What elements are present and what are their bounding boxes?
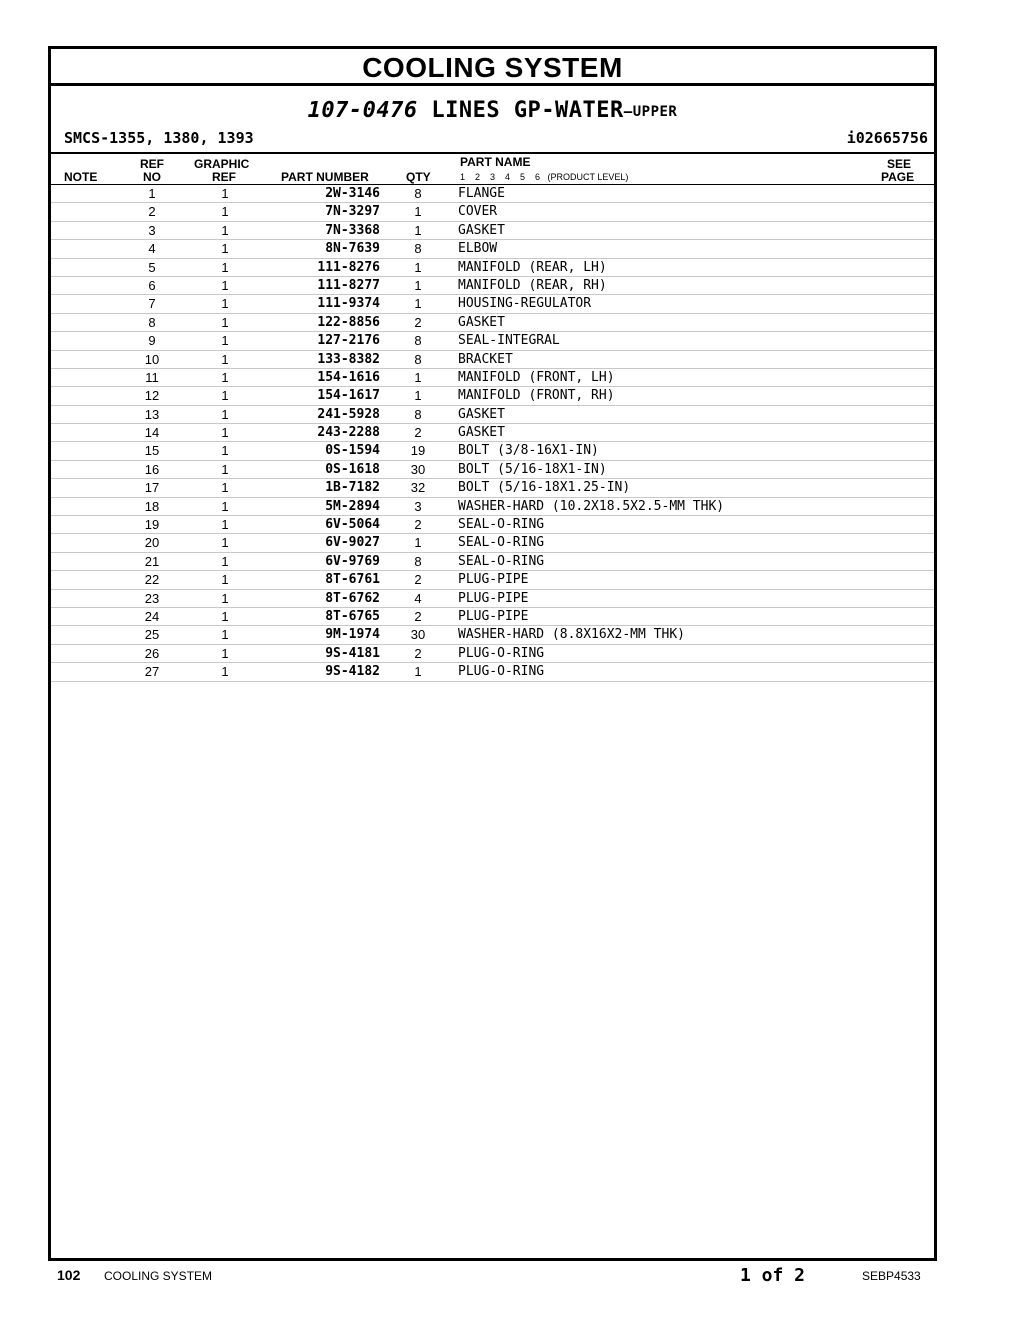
part-number-cell: 8T-6761: [325, 572, 380, 588]
table-row: [51, 479, 934, 497]
header-product-levels: 1 2 3 4 5 6 (PRODUCT LEVEL): [460, 172, 629, 182]
table-row: [51, 442, 934, 460]
ref-no-cell: 8: [148, 314, 156, 330]
qty-cell: 1: [414, 388, 422, 404]
part-number-cell: 122-8856: [317, 314, 380, 330]
qty-cell: 1: [414, 296, 422, 312]
ref-no-cell: 1: [148, 186, 156, 201]
part-name-cell: BRACKET: [458, 351, 513, 367]
graphic-ref-cell: 1: [221, 443, 229, 459]
ref-no-cell: 21: [144, 553, 160, 569]
part-name-cell: SEAL-O-RING: [458, 517, 545, 533]
part-number-cell: 6V-9027: [325, 535, 380, 551]
part-name-cell: PLUG-O-RING: [458, 664, 545, 680]
ref-no-cell: 15: [144, 443, 160, 459]
part-number-cell: 241-5928: [317, 406, 380, 422]
part-number-cell: 1B-7182: [325, 480, 380, 496]
graphic-ref-cell: 1: [221, 517, 229, 533]
graphic-ref-cell: 1: [221, 553, 229, 569]
part-name-cell: MANIFOLD (FRONT, LH): [458, 369, 615, 385]
qty-cell: 8: [414, 333, 422, 349]
part-name-cell: GASKET: [458, 406, 505, 422]
table-row: [51, 608, 934, 626]
qty-cell: 1: [414, 369, 422, 385]
qty-cell: 30: [410, 627, 426, 643]
graphic-ref-cell: 1: [221, 259, 229, 275]
graphic-ref-cell: 1: [221, 608, 229, 624]
table-row: [51, 314, 934, 332]
graphic-ref-cell: 1: [221, 572, 229, 588]
part-number-cell: 9S-4182: [325, 664, 380, 680]
qty-cell: 30: [410, 461, 426, 477]
table-row: [51, 222, 934, 240]
parts-page-frame: [48, 46, 937, 1261]
table-row: [51, 424, 934, 442]
table-row: [51, 461, 934, 479]
part-name-cell: SEAL-INTEGRAL: [458, 333, 560, 349]
graphic-ref-cell: 1: [221, 204, 229, 220]
qty-cell: 32: [410, 480, 426, 496]
header-see-2: PAGE: [881, 170, 915, 184]
part-name-cell: MANIFOLD (FRONT, RH): [458, 388, 615, 404]
graphic-ref-cell: 1: [221, 241, 229, 257]
header-graphic-2: REF: [212, 170, 236, 184]
part-number-cell: 127-2176: [317, 333, 380, 349]
qty-cell: 2: [414, 645, 422, 661]
qty-cell: 2: [414, 314, 422, 330]
header-part-number: PART NUMBER: [281, 170, 369, 184]
graphic-ref-cell: 1: [221, 333, 229, 349]
part-number-cell: 2W-3146: [325, 186, 380, 201]
table-row: [51, 663, 934, 681]
qty-cell: 8: [414, 186, 422, 201]
qty-cell: 2: [414, 425, 422, 441]
table-row: [51, 332, 934, 350]
part-name-cell: PLUG-PIPE: [458, 572, 529, 588]
table-row: [51, 185, 934, 203]
part-number-cell: 243-2288: [317, 425, 380, 441]
qty-cell: 2: [414, 608, 422, 624]
part-name-cell: PLUG-O-RING: [458, 645, 545, 661]
graphic-ref-cell: 1: [221, 222, 229, 238]
ref-no-cell: 27: [144, 664, 160, 680]
table-row: [51, 626, 934, 644]
ref-no-cell: 18: [144, 498, 160, 514]
part-number-cell: 0S-1594: [325, 443, 380, 459]
parts-list: [51, 185, 934, 682]
part-number-cell: 0S-1618: [325, 461, 380, 477]
part-name-cell: GASKET: [458, 314, 505, 330]
ref-no-cell: 14: [144, 425, 160, 441]
table-row: [51, 259, 934, 277]
part-name-cell: BOLT (5/16-18X1-IN): [458, 461, 607, 477]
part-number-cell: 154-1617: [317, 388, 380, 404]
ref-no-cell: 25: [144, 627, 160, 643]
table-row: [51, 387, 934, 405]
part-name-cell: FLANGE: [458, 186, 505, 201]
group-title: [51, 96, 934, 126]
graphic-ref-cell: 1: [221, 480, 229, 496]
table-row: [51, 351, 934, 369]
graphic-ref-cell: 1: [221, 535, 229, 551]
ref-no-cell: 4: [148, 241, 156, 257]
part-name-cell: PLUG-PIPE: [458, 608, 529, 624]
graphic-ref-cell: 1: [221, 664, 229, 680]
part-name-cell: MANIFOLD (REAR, LH): [458, 259, 607, 275]
qty-cell: 1: [414, 259, 422, 275]
qty-cell: 1: [414, 535, 422, 551]
part-number-cell: 133-8382: [317, 351, 380, 367]
qty-cell: 8: [414, 553, 422, 569]
graphic-ref-cell: 1: [221, 186, 229, 201]
part-number-cell: 9S-4181: [325, 645, 380, 661]
table-row: [51, 277, 934, 295]
ref-no-cell: 17: [144, 480, 160, 496]
meta-line: [51, 126, 934, 152]
part-name-cell: WASHER-HARD (8.8X16X2-MM THK): [458, 627, 685, 643]
table-row: [51, 516, 934, 534]
graphic-ref-cell: 1: [221, 461, 229, 477]
table-row: [51, 295, 934, 313]
ref-no-cell: 3: [148, 222, 156, 238]
group-name: LINES GP-WATER: [431, 98, 624, 123]
part-name-cell: ELBOW: [458, 241, 498, 257]
part-number-cell: 8T-6765: [325, 608, 380, 624]
ref-no-cell: 11: [145, 369, 159, 385]
ref-no-cell: 5: [148, 259, 156, 275]
graphic-ref-cell: 1: [221, 314, 229, 330]
table-header: [51, 152, 934, 185]
ref-no-cell: 26: [144, 645, 160, 661]
header-ref-1: REF: [140, 157, 164, 171]
graphic-ref-cell: 1: [221, 388, 229, 404]
qty-cell: 1: [414, 664, 422, 680]
group-suffix: —UPPER: [623, 104, 678, 120]
part-number-cell: 6V-9769: [325, 553, 380, 569]
ref-no-cell: 20: [144, 535, 160, 551]
qty-cell: 4: [414, 590, 422, 606]
ref-no-cell: 7: [148, 296, 156, 312]
footer-page-number: 102: [57, 1267, 81, 1283]
header-see-1: SEE: [887, 157, 912, 171]
part-number-cell: 7N-3297: [325, 204, 380, 220]
header-qty: QTY: [406, 170, 431, 184]
qty-cell: 2: [414, 517, 422, 533]
qty-cell: 1: [414, 222, 422, 238]
ref-no-cell: 19: [144, 517, 160, 533]
footer-sheet: 1 of 2: [740, 1265, 806, 1286]
graphic-ref-cell: 1: [221, 406, 229, 422]
graphic-ref-cell: 1: [221, 590, 229, 606]
qty-cell: 1: [414, 277, 422, 293]
ref-no-cell: 23: [144, 590, 160, 606]
qty-cell: 2: [414, 572, 422, 588]
table-row: [51, 645, 934, 663]
header-note: NOTE: [64, 170, 98, 184]
part-number-cell: 8N-7639: [325, 241, 380, 257]
ref-no-cell: 2: [148, 204, 156, 220]
part-number-cell: 6V-5064: [325, 517, 380, 533]
graphic-ref-cell: 1: [221, 425, 229, 441]
part-number-cell: 111-8277: [317, 277, 380, 293]
footer-doc-id: SEBP4533: [862, 1269, 921, 1283]
part-number-cell: 8T-6762: [325, 590, 380, 606]
qty-cell: 19: [410, 443, 426, 459]
graphic-ref-cell: 1: [221, 277, 229, 293]
header-graphic-1: GRAPHIC: [194, 157, 250, 171]
graphic-ref-cell: 1: [221, 627, 229, 643]
ref-no-cell: 22: [144, 572, 160, 588]
header-ref-2: NO: [143, 170, 161, 184]
smcs-codes: SMCS-1355, 1380, 1393: [64, 129, 254, 147]
part-number-cell: 5M-2894: [325, 498, 380, 514]
table-row: [51, 571, 934, 589]
part-name-cell: WASHER-HARD (10.2X18.5X2.5-MM THK): [458, 498, 725, 514]
part-name-cell: SEAL-O-RING: [458, 553, 545, 569]
ref-no-cell: 10: [144, 351, 160, 367]
part-name-cell: GASKET: [458, 425, 505, 441]
ref-no-cell: 6: [148, 277, 156, 293]
part-name-cell: MANIFOLD (REAR, RH): [458, 277, 607, 293]
part-name-cell: BOLT (3/8-16X1-IN): [458, 443, 599, 459]
qty-cell: 8: [414, 241, 422, 257]
table-row: [51, 406, 934, 424]
qty-cell: 1: [414, 204, 422, 220]
graphic-ref-cell: 1: [221, 498, 229, 514]
qty-cell: 3: [414, 498, 422, 514]
graphic-ref-cell: 1: [221, 351, 229, 367]
table-row: [51, 498, 934, 516]
ref-no-cell: 16: [144, 461, 160, 477]
part-number-cell: 7N-3368: [325, 222, 380, 238]
ref-no-cell: 9: [148, 333, 156, 349]
part-name-cell: GASKET: [458, 222, 505, 238]
graphic-ref-cell: 1: [221, 296, 229, 312]
page-footer: [0, 1265, 1020, 1289]
part-name-cell: SEAL-O-RING: [458, 535, 545, 551]
table-row: [51, 590, 934, 608]
part-number-cell: 111-9374: [317, 296, 380, 312]
part-number-cell: 9M-1974: [325, 627, 380, 643]
footer-section: COOLING SYSTEM: [104, 1269, 213, 1283]
table-row: [51, 553, 934, 571]
graphic-ref-cell: 1: [221, 645, 229, 661]
ref-no-cell: 13: [144, 406, 160, 422]
table-row: [51, 369, 934, 387]
ref-no-cell: 12: [144, 388, 160, 404]
header-part-name: PART NAME: [460, 155, 531, 169]
table-row: [51, 203, 934, 221]
ref-no-cell: 24: [144, 608, 160, 624]
part-name-cell: HOUSING-REGULATOR: [458, 296, 592, 312]
illustration-id: i02665756: [846, 129, 928, 147]
graphic-ref-cell: 1: [221, 369, 229, 385]
qty-cell: 8: [414, 406, 422, 422]
table-row: [51, 240, 934, 258]
part-name-cell: BOLT (5/16-18X1.25-IN): [458, 480, 631, 496]
part-name-cell: COVER: [458, 204, 498, 220]
qty-cell: 8: [414, 351, 422, 367]
part-name-cell: PLUG-PIPE: [458, 590, 529, 606]
table-row: [51, 534, 934, 552]
part-number-cell: 111-8276: [317, 259, 380, 275]
part-number-cell: 154-1616: [317, 369, 380, 385]
page-title: COOLING SYSTEM: [51, 49, 934, 86]
group-part-number: 107-0476: [307, 98, 418, 123]
